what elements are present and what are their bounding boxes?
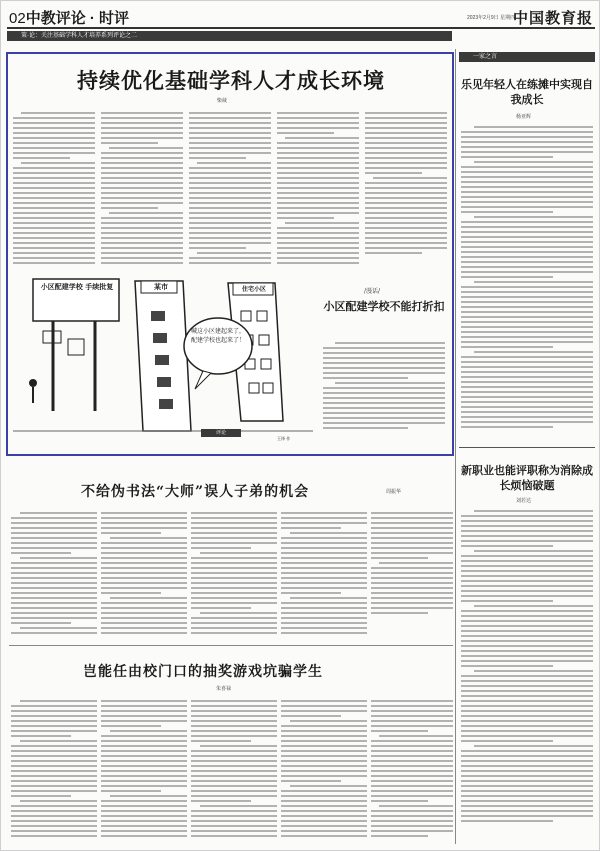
cartoon-speech-bubble: 喊这小区建起来了，配建学校也起来了！ [191,328,246,344]
cartoon-comment [319,271,449,446]
main-article-column-4 [277,109,359,267]
calligraphy-article-author: 周振华 [386,489,402,495]
middle-section-tag: 评论 [201,429,241,437]
cartoon-illustration [13,271,313,446]
top-banner: 策·论：关注基础学科人才培养系列评论之二 [7,31,452,41]
masthead [7,5,595,29]
middle-divider [9,645,453,646]
lottery-article-author: 朱喜禄 [216,686,232,692]
paper-logo: 中国教育报 [512,9,593,27]
calligraphy-col-3 [191,509,277,639]
page-label: 02中教评论 · 时评 [9,10,130,27]
right-article2-title: 新职业也能评职称为消除成长烦恼破题 [461,464,593,492]
subsection-name: 时评 [99,10,130,27]
comment-tag: /漫话/ [364,288,381,295]
main-article-title: 持续优化基础学科人才成长环境 [77,68,385,93]
right-column-tag: 一家之言 [459,52,595,62]
cartoon-sign-text: 小区配建学校 手续批复 [40,282,114,291]
calligraphy-col-5 [371,509,453,639]
lottery-col-3 [191,697,277,843]
calligraphy-article-title: 不给伪书法“大师”误人子弟的机会 [81,484,310,500]
cartoon-building-left-label: 某市 [154,282,168,291]
right-divider [459,447,595,448]
lottery-col-4 [281,697,367,843]
page-number: 02 [9,10,26,27]
column-rule [455,49,456,844]
right-article1-body [461,123,593,441]
right-article2-body [461,507,593,837]
cartoon-drawing [13,271,313,446]
comment-title: 小区配建学校不能打折扣 [323,300,445,313]
cartoon-artist: 王铎 作 [277,436,291,441]
right-article1-title: 乐见年轻人在练摊中实现自我成长 [461,78,593,106]
main-article-column-2 [101,109,183,267]
cartoon-building-right-label: 住宅小区 [241,286,266,293]
main-article-column-1 [13,109,95,267]
calligraphy-col-4 [281,509,367,639]
main-article-column-3 [189,109,271,267]
lottery-col-1 [11,697,97,843]
right-article2-author: 刘若达 [516,498,532,504]
section-name: 中教评论 [25,10,86,27]
comment-body [323,339,445,439]
lottery-article-title: 岂能任由校门口的抽奖游戏坑骗学生 [83,664,323,680]
main-article-author: 柴葳 [217,98,228,104]
calligraphy-col-1 [11,509,97,639]
lottery-col-2 [101,697,187,843]
right-article1-author: 杨亚辉 [516,114,532,120]
main-article-column-5 [365,109,447,267]
issue-date: 2023年2月9日 星期四 [467,15,516,21]
lottery-col-5 [371,697,453,843]
calligraphy-col-2 [101,509,187,639]
